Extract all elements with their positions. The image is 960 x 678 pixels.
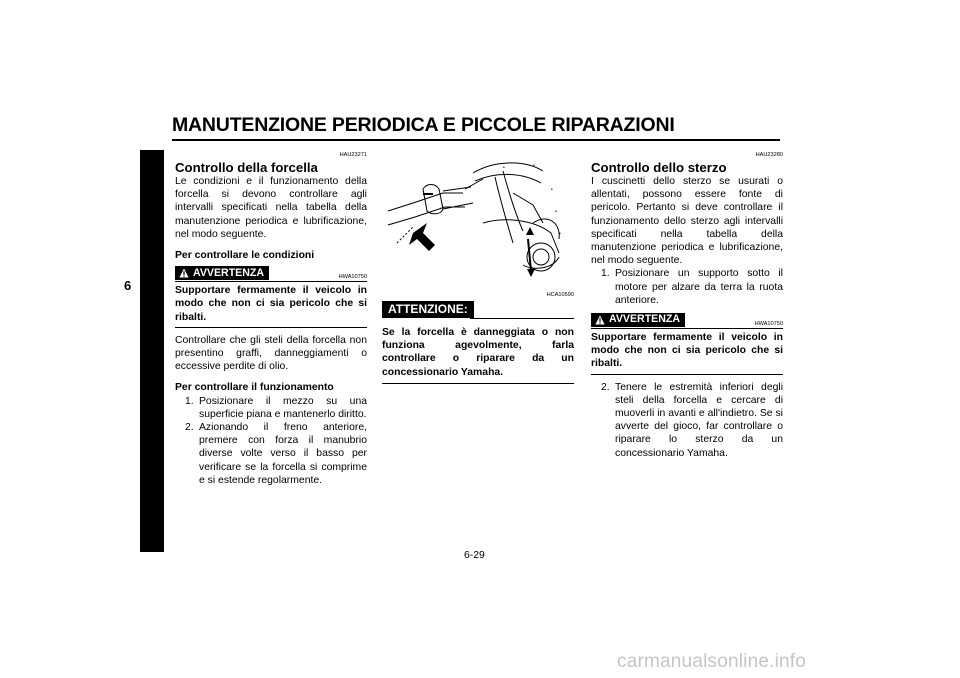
chapter-number: 6 [124,278,132,293]
caution-code: HCA10590 [546,292,574,298]
section-code: HAU23280 [755,152,783,158]
middle-column [382,284,574,384]
list-item: 2. Azionando il freno anteriore, premere con forza il manubrio diverse volte verso il basso per verificare se la forcella si comprime e si estende regolarmente. [185,422,367,486]
steering-intro-text: I cuscinetti dello sterzo se usurati o allentati, possono essere fonte di pericolo. Pertanto si deve controllare il funzionamento dello sterzo agli intervalli specificati nella tabella della manutenzione periodica e lubrificazione, nel modo seguente. [591,176,783,267]
warning-code: HWA10750 [338,274,367,281]
caution-label: ATTENZIONE: [382,301,474,318]
list-item: 1. Posizionare il mezzo su una superficie piana e mantenerlo diritto. [185,395,367,420]
section-code: HAU23271 [339,152,367,158]
warning-triangle-icon [179,268,189,278]
check-condition-title: Per controllare le condizioni [175,250,315,262]
page-header-title: MANUTENZIONE PERIODICA E PICCOLE RIPARAZIONI [172,114,675,136]
warning-block [175,266,367,328]
left-column [175,152,367,487]
warning-text: Supportare fermamente il veicolo in modo che non ci sia pericolo che si ribalti. [591,328,783,375]
warning-block [591,313,783,375]
warning-label: AVVERTENZA [175,266,269,280]
section-heading-steering: Controllo dello sterzo [591,160,727,175]
warning-text: Supportare fermamente il veicolo in modo che non ci sia pericolo che si ribalti. [175,281,367,328]
section-heading-fork: Controllo della forcella [175,160,318,175]
caution-text: Se la forcella è danneggiata o non funziona agevolmente, farla controllare o riparare da un concessionario Yamaha. [382,323,574,384]
warning-code: HWA10750 [754,321,783,328]
chapter-tab [140,150,164,552]
site-watermark: carmanualsonline.info [617,651,807,672]
header-divider [172,139,780,141]
list-item: 2. Tenere le estremità inferiori degli steli della forcella e cercare di muoverli in avanti e all'indietro. Se si avverte del gioco, far controllare o riparare lo sterzo da un concessionario Yamaha. [601,381,783,459]
svg-text:•: • [559,231,561,237]
svg-text:•: • [533,163,535,169]
fork-intro-text: Le condizioni e il funzionamento della forcella si devono controllare agli intervalli specificati nella tabella della manutenzione periodica e lubrificazione, nel modo seguente. [175,176,367,240]
scooter-fork-illustration [383,153,565,277]
right-column [591,152,783,460]
page-number: 6-29 [464,550,485,561]
caution-divider [470,318,574,320]
svg-text:•: • [555,209,557,215]
condition-text: Controllare che gli steli della forcella non presentino graffi, danneggiamenti o eccessive perdite di olio. [175,334,367,373]
svg-text:•: • [551,187,553,193]
warning-label: AVVERTENZA [591,313,685,327]
warning-triangle-icon [595,315,605,325]
check-function-title: Per controllare il funzionamento [175,382,334,394]
list-item: 1. Posizionare un supporto sotto il motore per alzare da terra la ruota anteriore. [601,268,783,306]
svg-text:•: • [503,165,505,171]
